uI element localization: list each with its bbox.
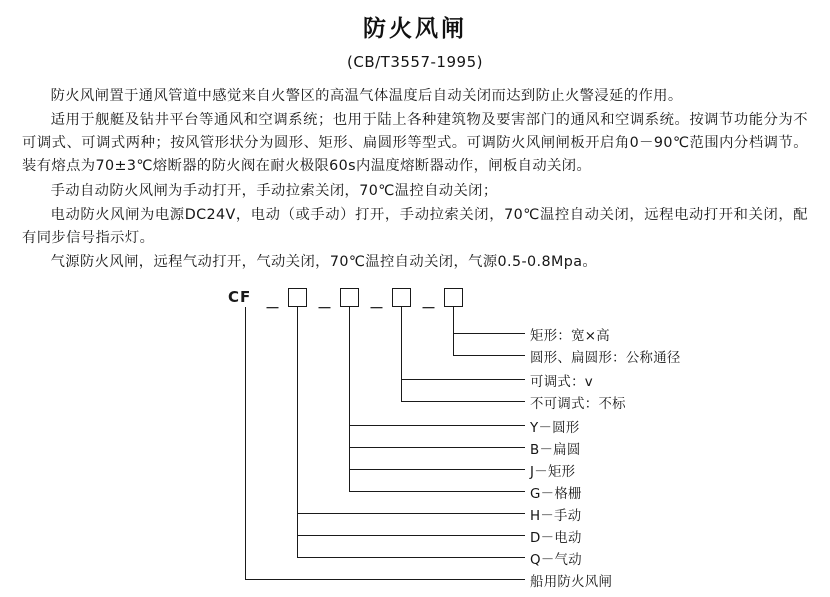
leader-line-h-horizontal	[297, 513, 525, 514]
leader-line-round-horizontal	[453, 355, 525, 356]
leader-line-rect-horizontal	[453, 333, 525, 334]
leader-line-box1-vertical	[297, 307, 298, 513]
code-box-3	[392, 288, 411, 307]
paragraph-1: 防火风闸置于通风管道中感觉来自火警区的高温气体温度后自动关闭而达到防止火警浸延的作用。	[50, 88, 683, 104]
leader-label-9: H－手动	[530, 509, 582, 525]
leader-line-box4-vertical-2	[453, 333, 454, 355]
leader-line-product-horizontal	[245, 579, 525, 580]
separator-3: －	[369, 299, 385, 318]
leader-label-4: 不可调式：不标	[530, 397, 626, 413]
paragraph-5: 气源防火风闸，远程气动打开，气动关闭，70℃温控自动关闭，气源0.5-0.8Mpa。	[50, 254, 598, 271]
leader-line-box2-vertical-4	[349, 469, 350, 491]
leader-line-nonadjustable-horizontal	[401, 401, 525, 402]
code-box-1	[288, 288, 307, 307]
leader-line-y-horizontal	[349, 425, 525, 426]
document-page	[0, 10, 830, 597]
leader-label-1: 矩形：宽×高	[530, 329, 610, 345]
code-box-2	[340, 288, 359, 307]
leader-line-j-horizontal	[349, 469, 525, 470]
leader-line-box3-vertical	[401, 307, 402, 379]
body-text	[22, 85, 808, 274]
leader-line-q-horizontal	[297, 557, 525, 558]
leader-label-8: G－格栅	[530, 487, 582, 503]
leader-label-10: D－电动	[530, 531, 582, 547]
separator-2: －	[317, 299, 333, 318]
leader-label-11: Q－气动	[530, 553, 582, 569]
standard-code: (CB/T3557-1995)	[347, 53, 483, 71]
page-title: 防火风闸	[363, 16, 467, 42]
leader-label-7: J－矩形	[530, 465, 576, 481]
paragraph-3: 手动自动防火风闸为手动打开，手动拉索关闭，70℃温控自动关闭；	[50, 182, 498, 199]
leader-line-box2-vertical-3	[349, 447, 350, 469]
code-prefix: CF	[228, 288, 252, 307]
separator-4: －	[421, 299, 437, 318]
leader-label-3: 可调式：v	[530, 375, 593, 391]
leader-label-5: Y－圆形	[530, 421, 580, 437]
leader-line-prefix-vertical	[245, 307, 246, 579]
leader-line-box2-vertical	[349, 307, 350, 425]
leader-line-box4-vertical	[453, 307, 454, 333]
leader-line-box1-vertical-2	[297, 513, 298, 535]
leader-line-b-horizontal	[349, 447, 525, 448]
paragraph-2: 适用于舰艇及钻井平台等通风和空调系统；也用于陆上各种建筑物及要害部门的通风和空调系统。按调节功能分为不可调式、可调式两种；按风管形状分为圆形、矩形、扁圆形等型式。可调防火风闸闸板开启角0－90℃范围内分档调节。装有熔点为70±3℃熔断器的防火阀在耐火极限60s内温度熔断器动作，闸板自动关闭。	[22, 112, 808, 175]
designation-diagram	[0, 288, 830, 591]
leader-line-g-horizontal	[349, 491, 525, 492]
leader-line-box3-vertical-2	[401, 379, 402, 401]
paragraph-4: 电动防火风闸为电源DC24V，电动（或手动）打开，手动拉索关闭，70℃温控自动关闭，远程电动打开和关闭，配有同步信号指示灯。	[22, 206, 808, 246]
code-box-4	[444, 288, 463, 307]
leader-line-box2-vertical-2	[349, 425, 350, 447]
leader-label-2: 圆形、扁圆形：公称通径	[530, 351, 681, 367]
leader-line-adjustable-horizontal	[401, 379, 525, 380]
separator-1: －	[265, 299, 281, 318]
leader-label-12: 船用防火风闸	[530, 575, 613, 591]
leader-line-box1-vertical-3	[297, 535, 298, 557]
leader-line-d-horizontal	[297, 535, 525, 536]
leader-label-6: B－扁圆	[530, 443, 581, 459]
